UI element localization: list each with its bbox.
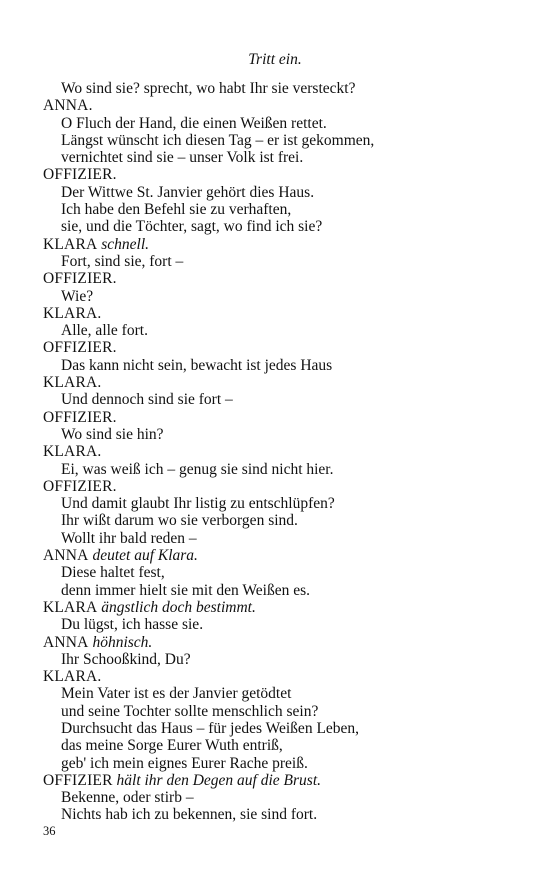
speaker-name: KLARA bbox=[43, 598, 98, 616]
speaker-line bbox=[43, 634, 523, 651]
verse-line: Du lügst, ich hasse sie. bbox=[61, 616, 204, 634]
verse-line: Wo sind sie? sprecht, wo habt Ihr sie versteckt? bbox=[61, 80, 356, 97]
verse-line: Nichts hab ich zu bekennen, sie sind fort. bbox=[61, 806, 318, 824]
speaker-line bbox=[43, 668, 523, 685]
speaker-name: ANNA. bbox=[43, 97, 93, 115]
speaker-line bbox=[43, 97, 523, 114]
speaker-line bbox=[43, 443, 523, 460]
verse-line: Ihr wißt darum wo sie verborgen sind. bbox=[61, 512, 298, 530]
page-number: 36 bbox=[43, 824, 56, 838]
verse-line: Ich habe den Befehl sie zu verhaften, bbox=[61, 201, 292, 219]
play-text bbox=[43, 80, 523, 824]
speaker-line bbox=[43, 236, 523, 253]
speaker-name: OFFIZIER. bbox=[43, 408, 117, 426]
speaker-name: KLARA. bbox=[43, 304, 102, 322]
verse-line: Fort, sind sie, fort – bbox=[61, 252, 184, 270]
speaker-line bbox=[43, 305, 523, 322]
speaker-line bbox=[43, 409, 523, 426]
speaker-name: KLARA. bbox=[43, 668, 102, 686]
verse-line: Und dennoch sind sie fort – bbox=[61, 391, 233, 409]
verse-line: Alle, alle fort. bbox=[61, 322, 148, 340]
verse-line: Ihr Schooßkind, Du? bbox=[61, 650, 191, 668]
speaker-line bbox=[43, 772, 523, 789]
stage-direction-inline: höhnisch. bbox=[92, 633, 153, 651]
stage-direction: Tritt ein. bbox=[248, 51, 302, 68]
speaker-name: ANNA bbox=[43, 547, 89, 565]
speaker-name: OFFIZIER. bbox=[43, 166, 117, 184]
verse-line: Längst wünscht ich diesen Tag – er ist gekommen, bbox=[61, 131, 375, 149]
verse-line: Der Wittwe St. Janvier gehört dies Haus. bbox=[61, 183, 315, 201]
speaker-line bbox=[43, 339, 523, 356]
verse-line: Das kann nicht sein, bewacht ist jedes Haus bbox=[61, 356, 333, 374]
verse-line: Mein Vater ist es der Janvier getödtet bbox=[61, 685, 292, 703]
verse-line: vernichtet sind sie – unser Volk ist frei. bbox=[61, 149, 304, 167]
verse-line: Bekenne, oder stirb – bbox=[61, 789, 194, 807]
speaker-line bbox=[43, 547, 523, 564]
speaker-name: OFFIZIER. bbox=[43, 477, 117, 495]
stage-direction-inline: deutet auf Klara. bbox=[92, 547, 198, 565]
verse-line: denn immer hielt sie mit den Weißen es. bbox=[61, 581, 310, 599]
verse-line: O Fluch der Hand, die einen Weißen rettet. bbox=[61, 114, 327, 132]
verse-line: Wollt ihr bald reden – bbox=[61, 529, 197, 547]
stage-direction-inline: ängstlich doch bestimmt. bbox=[101, 598, 256, 616]
verse-line: sie, und die Töchter, sagt, wo find ich sie? bbox=[61, 218, 323, 236]
speaker-name: OFFIZIER bbox=[43, 771, 113, 789]
speaker-name: KLARA. bbox=[43, 374, 102, 392]
verse-line: und seine Tochter sollte menschlich sein? bbox=[61, 702, 319, 720]
speaker-line bbox=[43, 599, 523, 616]
stage-direction-inline: schnell. bbox=[101, 235, 150, 253]
speaker-name: OFFIZIER. bbox=[43, 339, 117, 357]
verse-line: Wo sind sie hin? bbox=[61, 425, 164, 443]
verse-line: geb' ich mein eignes Eurer Rache preiß. bbox=[61, 754, 308, 772]
verse-line: Durchsucht das Haus – für jedes Weißen Leben, bbox=[61, 719, 360, 737]
verse-line: Und damit glaubt Ihr listig zu entschlüpfen? bbox=[61, 495, 335, 513]
speaker-line bbox=[43, 478, 523, 495]
stage-direction-inline: hält ihr den Degen auf die Brust. bbox=[116, 771, 322, 789]
speaker-name: OFFIZIER. bbox=[43, 270, 117, 288]
verse-line: Wie? bbox=[61, 287, 94, 305]
speaker-line bbox=[43, 166, 523, 183]
speaker-line bbox=[43, 374, 523, 391]
verse-line: Ei, was weiß ich – genug sie sind nicht hier. bbox=[61, 460, 334, 478]
verse-line: das meine Sorge Eurer Wuth entriß, bbox=[61, 737, 283, 755]
speaker-name: KLARA bbox=[43, 235, 98, 253]
speaker-line bbox=[43, 270, 523, 287]
speaker-name: KLARA. bbox=[43, 443, 102, 461]
verse-line: Diese haltet fest, bbox=[61, 564, 165, 582]
speaker-name: ANNA bbox=[43, 633, 89, 651]
